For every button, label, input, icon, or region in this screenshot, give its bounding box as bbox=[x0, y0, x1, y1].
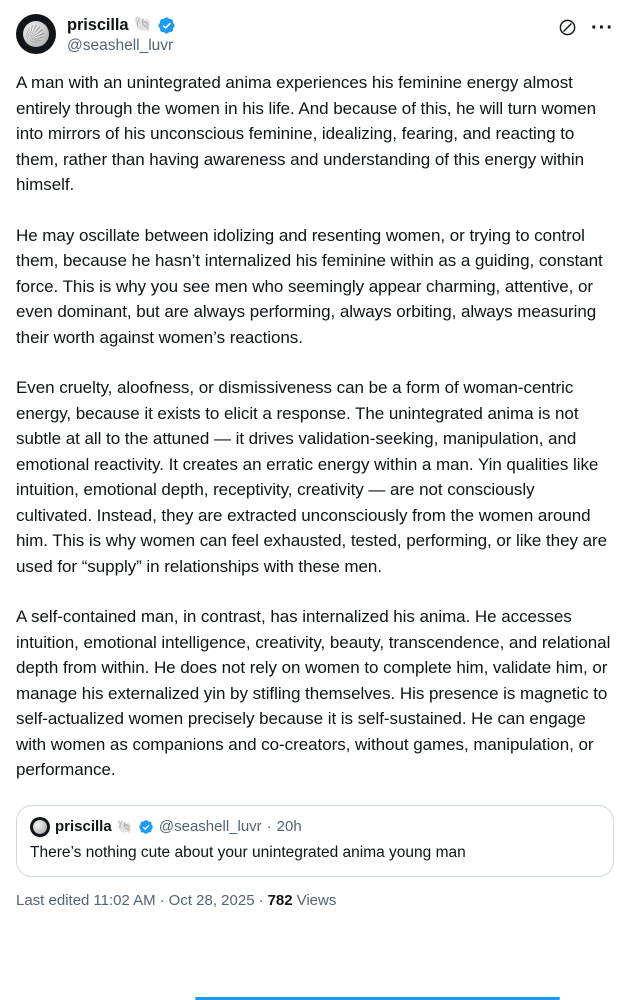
author-handle[interactable]: @seashell_luvr bbox=[67, 37, 174, 54]
post-date: Oct 28, 2025 bbox=[168, 891, 255, 909]
post-paragraph: Even cruelty, aloofness, or dismissiveness can be a form of woman-centric energy, because it exists to elicit a response. The unintegrated anima is not subtle at all to the attuned — it drives validation-seeking, manipulation, and emotional reactivity. It creates an erratic energy within a man. Yin qualities like intuition, emotional depth, receptivity, creativity — are not consciously cultivated. Instead, they are extracted unconsciously from the women around him. This is why women can feel exhausted, tested, performing, or like they are used for “supply” in relationships with these men. bbox=[16, 378, 612, 576]
quoted-separator: · bbox=[266, 818, 272, 835]
more-options-icon[interactable]: ··· bbox=[591, 16, 614, 39]
views-count: 782 bbox=[267, 891, 293, 909]
header-actions bbox=[558, 14, 614, 37]
post-footer bbox=[16, 892, 614, 909]
post-paragraph: He may oscillate between idolizing and resenting women, or trying to control them, because he hasn’t internalized his feminine within as a guiding, constant force. This is why you see men who seemingly appear charming, attentive, or even dominant, but are always performing, always orbiting, always measuring their worth against women’s reactions. bbox=[16, 225, 608, 347]
quoted-author-handle: @seashell_luvr bbox=[158, 818, 262, 835]
last-edited-label: Last edited bbox=[16, 891, 90, 909]
quoted-post-header bbox=[30, 817, 600, 837]
post-paragraph: A self-contained man, in contrast, has internalized his anima. He accesses intuition, emotional intelligence, creativity, beauty, transcendence, and relational depth from within. He does not rely on women to complete him, validate him, or manage his externalized yin by stifling themselves. His presence is magnetic to self-actualized women precisely because it is self-sustained. He can engage with women as companions and co-creators, without games, manipulation, or performance. bbox=[16, 607, 615, 779]
seashell-avatar-image bbox=[23, 21, 49, 47]
views-label: Views bbox=[296, 891, 337, 909]
avatar[interactable] bbox=[16, 14, 56, 54]
quoted-avatar[interactable] bbox=[30, 817, 50, 837]
seashell-avatar-image bbox=[33, 820, 47, 834]
quoted-author-display-name: priscilla bbox=[55, 818, 112, 835]
seashell-emoji-icon: 🐚 bbox=[133, 16, 153, 33]
author-display-name[interactable]: priscilla bbox=[67, 16, 129, 34]
post-body bbox=[16, 70, 614, 783]
post-header bbox=[16, 14, 614, 56]
author-names bbox=[67, 14, 558, 56]
verified-badge-icon bbox=[157, 16, 176, 35]
quoted-post-text: There’s nothing cute about your unintegrated anima young man bbox=[30, 843, 466, 861]
post-time: 11:02 AM bbox=[93, 891, 156, 909]
quoted-post[interactable] bbox=[16, 805, 614, 877]
footer-separator: · bbox=[258, 891, 264, 909]
seashell-emoji-icon: 🐚 bbox=[116, 818, 133, 834]
verified-badge-icon bbox=[138, 819, 154, 835]
grok-actions-icon[interactable] bbox=[558, 18, 577, 37]
footer-separator: · bbox=[159, 891, 165, 909]
quoted-timestamp: 20h bbox=[276, 818, 302, 835]
author-name-row bbox=[67, 15, 558, 35]
post-paragraph: A man with an unintegrated anima experiences his feminine energy almost entirely through the women in his life. And because of this, he will turn women into mirrors of his unconscious feminine, idealizing, fearing, and reacting to them, rather than having awareness and understanding of this energy within himself. bbox=[16, 73, 601, 194]
